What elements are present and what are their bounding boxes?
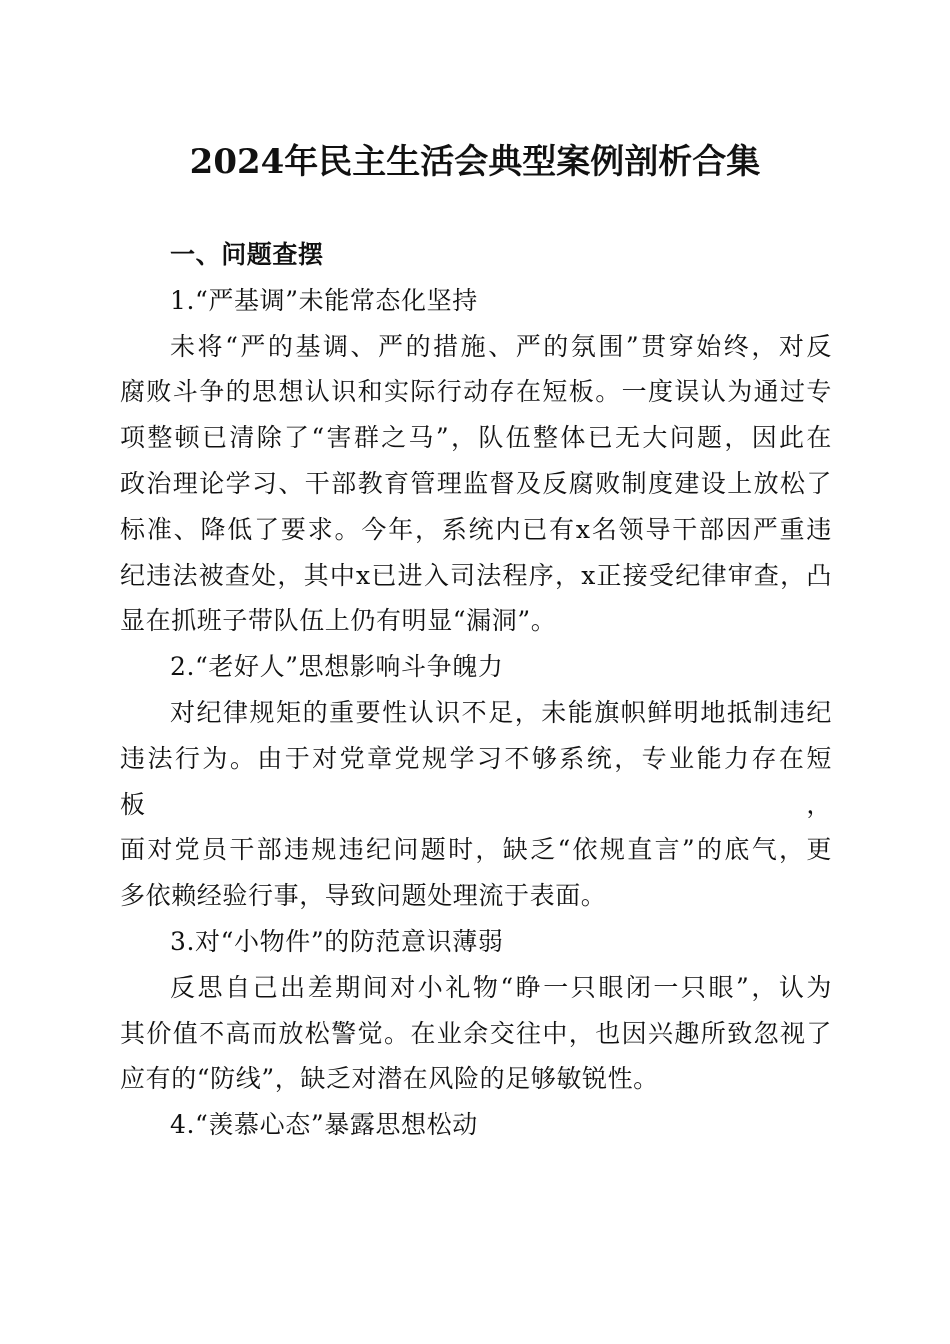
paragraph-line: 标准、降低了要求。今年，系统内已有x名领导干部因严重违 [120,514,832,544]
paragraph-line: 应有的“防线”，缺乏对潜在风险的足够敏锐性。 [120,1064,659,1094]
document-title: 2024年民主生活会典型案例剖析合集 [189,142,761,182]
item-heading: 1.“严基调”未能常态化坚持 [170,285,478,315]
paragraph-line: 腐败斗争的思想认识和实际行动存在短板。一度误认为通过专 [120,377,832,407]
paragraph-line: 反思自己出差期间对小礼物“睁一只眼闭一只眼”，认为 [170,972,832,1002]
paragraph-line: 对纪律规矩的重要性认识不足，未能旗帜鲜明地抵制违纪 [170,697,832,727]
item-heading: 3.对“小物件”的防范意识薄弱 [170,926,504,956]
item-heading: 4.“羡慕心态”暴露思想松动 [170,1110,478,1140]
paragraph-line: 政治理论学习、干部教育管理监督及反腐败制度建设上放松了 [120,468,832,498]
item-heading: 2.“老好人”思想影响斗争魄力 [170,652,504,682]
section-heading: 一、问题查摆 [170,240,324,269]
paragraph-line: 纪违法被查处，其中x已进入司法程序，x正接受纪律审查，凸 [120,560,832,590]
paragraph-line: 项整顿已清除了“害群之马”，队伍整体已无大问题，因此在 [120,423,832,453]
paragraph-line: 违法行为。由于对党章党规学习不够系统，专业能力存在短板， [120,743,832,819]
paragraph-line: 其价值不高而放松警觉。在业余交往中，也因兴趣所致忽视了 [120,1018,832,1048]
paragraph-line: 显在抓班子带队伍上仍有明显“漏洞”。 [120,606,557,636]
paragraph-line: 多依赖经验行事，导致问题处理流于表面。 [120,881,607,911]
document-body [120,232,832,1148]
paragraph-line: 未将“严的基调、严的措施、严的氛围”贯穿始终，对反 [170,331,832,361]
paragraph-line: 面对党员干部违规违纪问题时，缺乏“依规直言”的底气，更 [120,835,832,865]
